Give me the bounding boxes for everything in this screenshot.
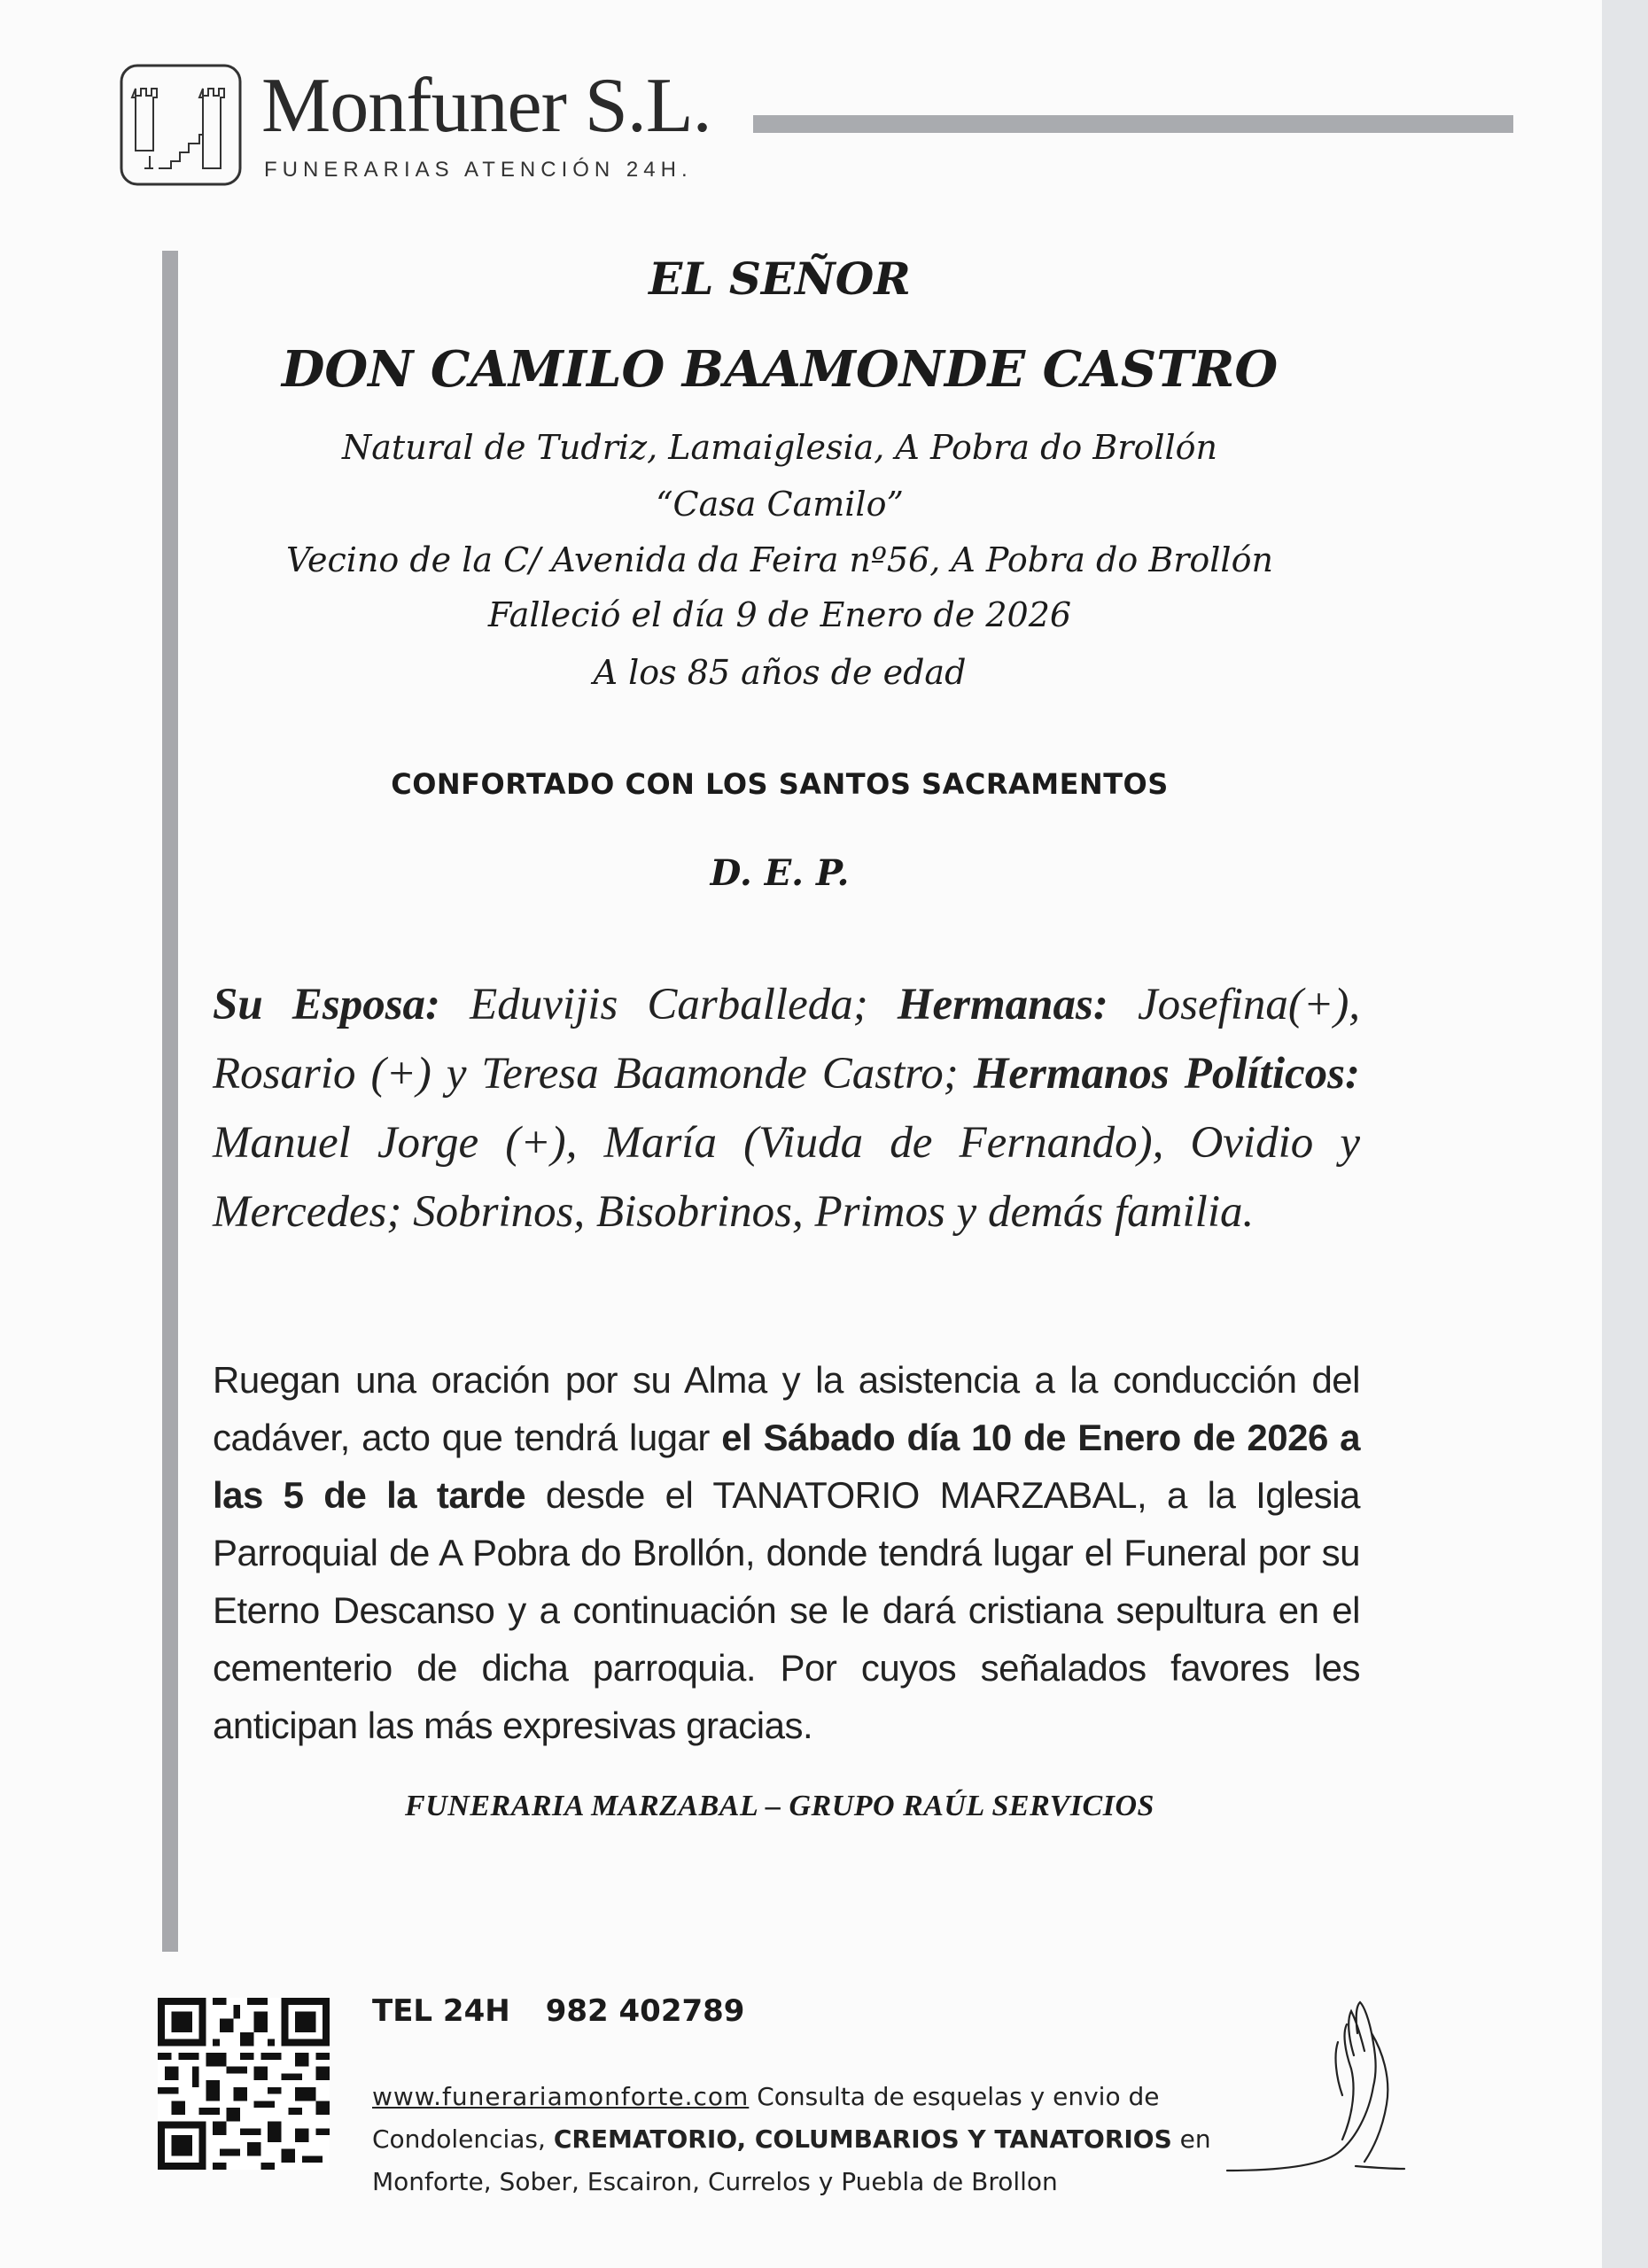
deceased-name: DON CAMILO BAAMONDE CASTRO	[281, 340, 1279, 399]
services-bold: CREMATORIO, COLUMBARIOS Y TANATORIOS	[553, 2124, 1172, 2154]
phone-block	[372, 1993, 744, 2029]
brand-name: Monfuner S.L.	[261, 63, 711, 149]
sacraments-line: CONFORTADO CON LOS SANTOS SACRAMENTOS	[391, 767, 1169, 801]
contact-text-1: Consulta de esquelas y envio de Condolencias,	[372, 2082, 1160, 2154]
house-name-line: “Casa Camilo”	[656, 485, 904, 524]
brand-tagline: FUNERARIAS ATENCIÓN 24H.	[264, 158, 693, 182]
praying-hands-icon	[1223, 1998, 1409, 2175]
politicos-names: Manuel Jorge (+), María (Viuda de Fernando), Ovidio y Mercedes; Sobrinos, Bisobrinos, Primos y demás familia.	[213, 1118, 1360, 1237]
side-decorative-bar	[162, 251, 178, 1952]
contact-paragraph	[372, 2076, 1329, 2203]
website-link[interactable]: www.funerariamonforte.com	[372, 2082, 750, 2111]
funeraria-signature: FUNERARIA MARZABAL – GRUPO RAÚL SERVICIOS	[405, 1790, 1154, 1822]
phone-label: TEL 24H	[372, 1993, 510, 2029]
qr-code-icon	[158, 1998, 330, 2170]
ceremony-text-1: Ruegan una oración por su Alma y la asistencia a la conducción del cadáver, acto que tendrá lugar	[213, 1359, 1360, 1458]
hermanas-names: Josefina(+), Rosario (+) y Teresa Baamonde Castro;	[213, 980, 1361, 1099]
dep-line: D. E. P.	[710, 852, 850, 894]
family-paragraph	[213, 970, 1360, 1247]
death-date-line: Falleció el día 9 de Enero de 2026	[487, 595, 1072, 634]
ceremony-date-time: el Sábado día 10 de Enero de 2026 a las 5 de la tarde	[213, 1417, 1360, 1516]
origin-line: Natural de Tudriz, Lamaiglesia, A Pobra do Brollón	[342, 428, 1217, 467]
hermanas-label: Hermanas:	[897, 980, 1108, 1029]
ceremony-text-2: desde el TANATORIO MARZABAL, a la Iglesia Parroquial de A Pobra do Brollón, donde tendrá lugar el Funeral por su Eterno Descanso y a continuación se le dará cristiana sepultura en el cementerio de dicha parroquia. Por cuyos señalados favores les anticipan las más expresivas gracias.	[213, 1474, 1360, 1746]
header-divider	[753, 115, 1513, 133]
contact-text-2: en Monforte, Sober, Escairon, Currelos y Puebla de Brollon	[372, 2124, 1211, 2196]
phone-number[interactable]: 982 402789	[545, 1993, 745, 2029]
castle-logo-icon	[118, 62, 244, 188]
esposa-name: Eduvijis Carballeda;	[470, 980, 868, 1029]
scan-edge	[1602, 0, 1648, 2268]
esposa-label: Su Esposa:	[213, 980, 441, 1029]
ceremony-paragraph	[213, 1351, 1360, 1754]
age-line: A los 85 años de edad	[593, 653, 967, 692]
politicos-label: Hermanos Políticos:	[973, 1049, 1360, 1099]
notice-title: EL SEÑOR	[649, 252, 911, 305]
address-line: Vecino de la C/ Avenida da Feira nº56, A Pobra do Brollón	[286, 540, 1273, 579]
